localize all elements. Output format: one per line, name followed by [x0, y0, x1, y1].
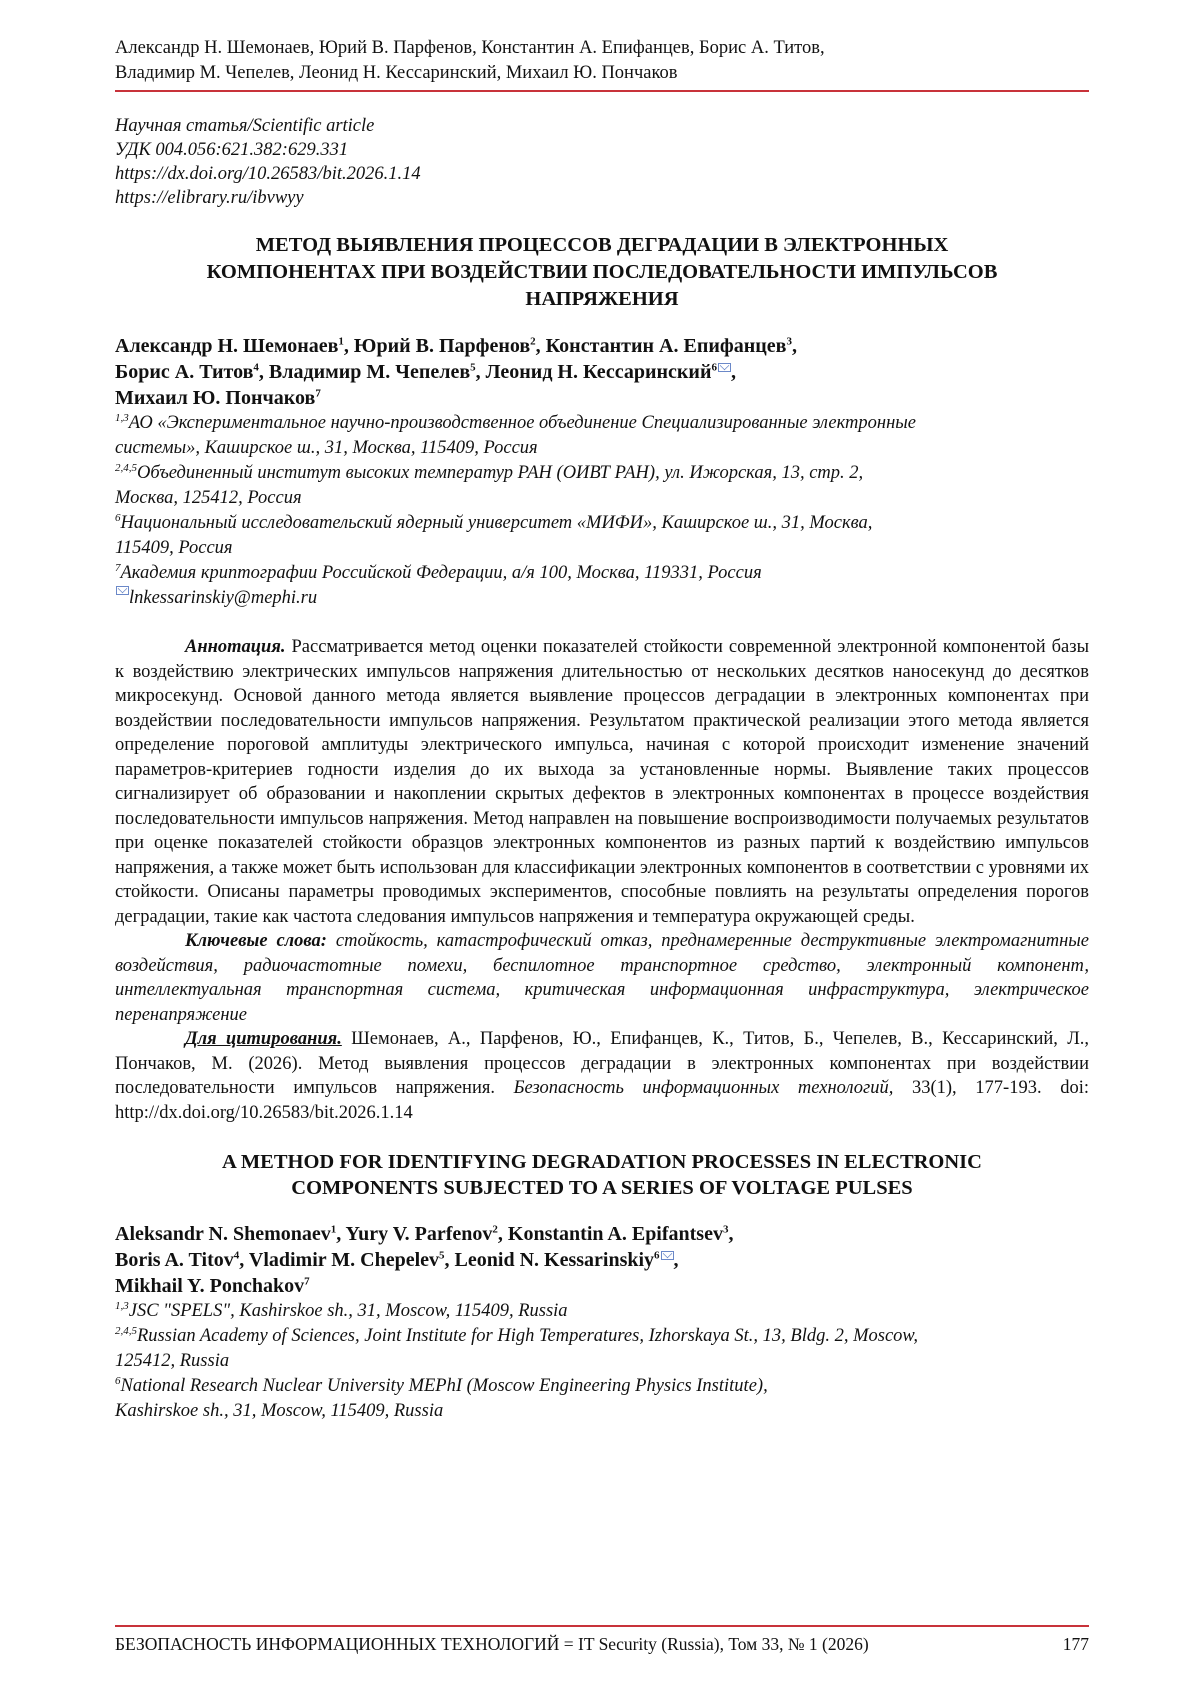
abstract-paragraph: [115, 635, 1089, 929]
citation-paragraph: [115, 1027, 1089, 1125]
running-head: [115, 36, 1089, 86]
page-number: 177: [1062, 1634, 1089, 1654]
citation-text: Шемонаев, А., Парфенов, Ю., Епифанцев, К., Титов, Б., Чепелев, В., Кессаринский, Л., Пончаков, М. (2026). Метод выявления процессов деградации в электронных компонентах при воздействии последовательности импульсов напряжения.: [115, 1029, 1089, 1098]
affiliation-line: 125412, Russia: [115, 1351, 230, 1371]
title-en-line-1: A METHOD FOR IDENTIFYING DEGRADATION PROCESSES IN ELECTRONIC: [222, 1151, 982, 1173]
affiliation: $^{1,3}$JSC "SPELS", Kashirskoe sh., 31, Moscow, 115409, Russia: [115, 1299, 568, 1321]
affiliations-ru: [115, 411, 1089, 611]
affiliations-en: [115, 1299, 1089, 1424]
author-sup: 2: [530, 335, 536, 348]
author-sup: 1: [338, 335, 344, 348]
corresponding-email: [115, 586, 1089, 611]
author-sup: 1: [330, 1223, 337, 1236]
affiliation-line: 115409, Россия: [115, 538, 233, 558]
author-sup: 5: [439, 1249, 445, 1262]
authors-ru-line-2: Борис А. Титов$^4$, Владимир М. Чепелев$^5$, Леонид Н. Кессаринский$^6$ ,: [115, 361, 736, 383]
author-name: Boris A. Titov: [115, 1249, 234, 1271]
author-sup: 6: [711, 361, 717, 374]
authors-ru-line-1: Александр Н. Шемонаев$^1$, Юрий В. Парфенов$^2$, Константин А. Епифанцев$^3$,: [115, 335, 797, 357]
author-sup: 3: [786, 335, 792, 348]
header-rule: [115, 90, 1089, 92]
affiliation-line: Kashirskoe sh., 31, Moscow, 115409, Russia: [115, 1401, 444, 1421]
authors-en-line-3: [115, 1273, 1089, 1299]
title-ru: [115, 232, 1089, 313]
abstract-block: [115, 635, 1089, 1125]
affiliation-line: системы», Каширское ш., 31, Москва, 115409, Россия: [115, 438, 538, 458]
authors-ru-line-3: [115, 385, 1089, 411]
author-sup: 3: [722, 1223, 729, 1236]
affiliation: $^6$National Research Nuclear University MEPhI (Moscow Engineering Physics Institute),: [115, 1374, 768, 1396]
author-sup: 7: [315, 387, 321, 400]
affiliation: $^{2,4,5}$Russian Academy of Sciences, Joint Institute for High Temperatures, Izhorskaya St., 13, Bldg. 2, Moscow,: [115, 1324, 919, 1346]
title-ru-line-3: НАПРЯЖЕНИЯ: [525, 288, 679, 310]
title-ru-line-2: КОМПОНЕНТАХ ПРИ ВОЗДЕЙСТВИИ ПОСЛЕДОВАТЕЛЬНОСТИ ИМПУЛЬСОВ: [206, 261, 998, 283]
author-sup: 5: [470, 361, 476, 374]
envelope-icon: [116, 586, 129, 595]
author-sup: 2: [492, 1223, 498, 1236]
email-link[interactable]: lnkessarinskiy@mephi.ru: [129, 588, 318, 608]
udc-code: УДК 004.056:621.382:629.331: [115, 140, 349, 160]
authors-en-line-2: Boris A. Titov$^4$, Vladimir M. Chepelev$^5$, Leonid N. Kessarinskiy$^6$ ,: [115, 1249, 679, 1271]
page-footer: [115, 1633, 1089, 1655]
citation-tail: 33(1), 177-193. doi: http://dx.doi.org/10.26583/bit.2026.1.14: [115, 1078, 1090, 1123]
author-name: Юрий В. Парфенов: [353, 335, 531, 357]
keywords-label: Ключевые слова:: [185, 931, 327, 951]
envelope-icon: [661, 1251, 674, 1260]
author-name: Владимир М. Чепелев: [268, 361, 471, 383]
author-sup: 7: [304, 1275, 310, 1288]
title-ru-line-1: МЕТОД ВЫЯВЛЕНИЯ ПРОЦЕССОВ ДЕГРАДАЦИИ В ЭЛЕКТРОННЫХ: [255, 234, 949, 256]
author-name: Михаил Ю. Пончаков: [115, 387, 316, 409]
author-sup: 4: [233, 1249, 240, 1262]
author-name: Константин А. Епифанцев: [545, 335, 787, 357]
citation-label: Для цитирования.: [185, 1029, 342, 1049]
citation-journal: Безопасность информационных технологий,: [513, 1078, 894, 1098]
elibrary-link[interactable]: https://elibrary.ru/ibvwyy: [115, 188, 304, 208]
article-page: [115, 36, 1089, 1424]
authors-ru: [115, 333, 1089, 411]
title-en: [115, 1149, 1089, 1201]
author-name: Konstantin A. Epifantsev: [507, 1223, 723, 1245]
envelope-icon: [718, 363, 731, 372]
author-sup: 4: [253, 361, 259, 374]
article-meta: [115, 114, 1089, 210]
article-type: Научная статья/Scientific article: [115, 116, 375, 136]
abstract-label: Аннотация.: [185, 637, 286, 657]
footer-journal: БЕЗОПАСНОСТЬ ИНФОРМАЦИОННЫХ ТЕХНОЛОГИЙ = IT Security (Russia), Том 33, № 1 (2026): [115, 1634, 869, 1654]
author-name: Leonid N. Kessarinskiy: [454, 1249, 655, 1271]
author-name: Александр Н. Шемонаев: [115, 335, 339, 357]
authors-en: [115, 1221, 1089, 1299]
author-name: Борис А. Титов: [115, 361, 254, 383]
running-head-line-2: Владимир М. Чепелев, Леонид Н. Кессаринский, Михаил Ю. Пончаков: [115, 63, 678, 83]
authors-en-line-1: Aleksandr N. Shemonaev$^1$, Yury V. Parfenov$^2$, Konstantin A. Epifantsev$^3$,: [115, 1223, 734, 1245]
abstract-text: Рассматривается метод оценки показателей стойкости современной электронной компонентой базы к воздействию электрических импульсов напряжения длительностью от нескольких десятков наносекунд до десятков микросекунд. Основой данного метода является выявление процессов деградации в электронных компонентах при воздействии последовательности импульсов напряжения. Результатом практической реализации этого метода является определение пороговой амплитуды электрического импульса, начиная с которой происходит изменение значений параметров-критериев годности изделия до их выхода за установленные нормы. Выявление таких процессов сигнализирует об образовании и накоплении скрытых дефектов в электронных компонентах в процессе воздействия последовательности импульсов напряжения. Метод направлен на повышение воспроизводимости получаемых результатов при оценке показателей стойкости образцов электронных компонентов из разных партий к воздействию импульсов напряжения, а также может быть использован для классификации электронных компонентов в соответствии с уровнями их стойкости. Описаны параметры проводимых экспериментов, способные повлиять на результаты определения порогов деградации, такие как частота следования импульсов напряжения и температура окружающей среды.: [115, 637, 1090, 927]
author-name: Aleksandr N. Shemonaev: [115, 1223, 331, 1245]
author-name: Леонид Н. Кессаринский: [485, 361, 712, 383]
running-head-line-1: Александр Н. Шемонаев, Юрий В. Парфенов, Константин А. Епифанцев, Борис А. Титов,: [115, 38, 825, 58]
footer-rule: [115, 1625, 1089, 1627]
affiliation: $^6$Национальный исследовательский ядерный университет «МИФИ», Каширское ш., 31, Москва,: [115, 511, 873, 533]
affiliation: $^{2,4,5}$Объединенный институт высоких температур РАН (ОИВТ РАН), ул. Ижорская, 13, стр. 2,: [115, 461, 864, 483]
affiliation: $^7$Академия криптографии Российской Федерации, а/я 100, Москва, 119331, Россия: [115, 561, 762, 583]
author-name: Vladimir M. Chepelev: [248, 1249, 440, 1271]
keywords-paragraph: [115, 929, 1089, 1027]
author-name: Mikhail Y. Ponchakov: [115, 1275, 305, 1297]
keywords-text: стойкость, катастрофический отказ, преднамеренные деструктивные электромагнитные воздействия, радиочастотные помехи, беспилотное транспортное средство, электронный компонент, интеллектуальная транспортная система, критическая информационная инфраструктура, электрическое перенапряжение: [115, 931, 1090, 1025]
affiliation: $^{1,3}$АО «Экспериментальное научно-производственное объединение Специализированные электронные: [115, 411, 917, 433]
author-name: Yury V. Parfenov: [345, 1223, 493, 1245]
author-sup: 6: [654, 1249, 660, 1262]
title-en-line-2: COMPONENTS SUBJECTED TO A SERIES OF VOLTAGE PULSES: [291, 1177, 913, 1199]
doi-link[interactable]: https://dx.doi.org/10.26583/bit.2026.1.14: [115, 164, 421, 184]
affiliation-line: Москва, 125412, Россия: [115, 488, 302, 508]
